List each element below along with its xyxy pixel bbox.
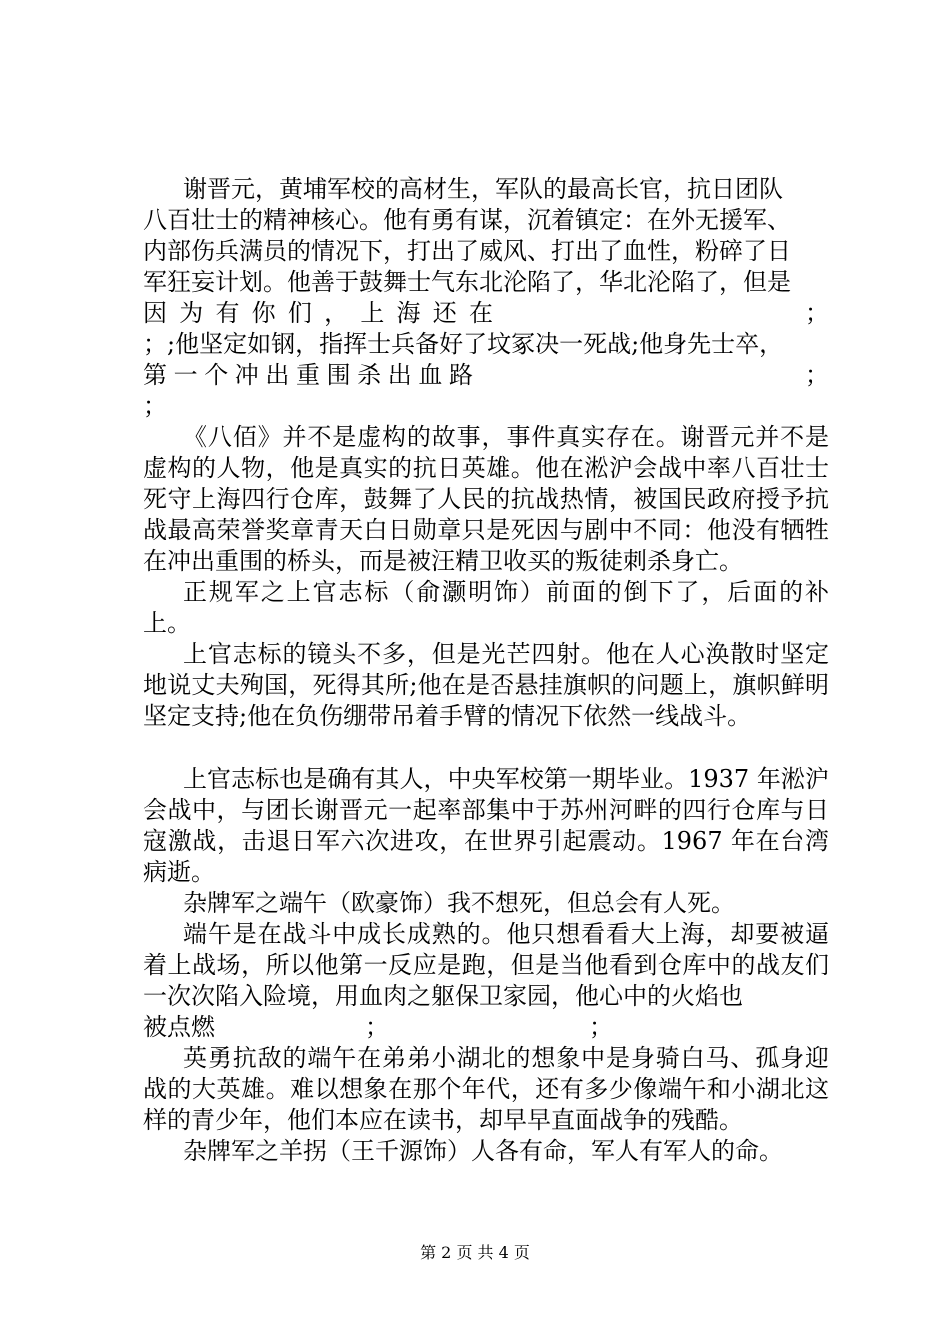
semicolon-3: ； — [365, 1013, 389, 1041]
paragraph-9: 杂牌军之羊拐（王千源饰）人各有命，军人有军人的命。 — [183, 1137, 783, 1165]
document-body — [143, 174, 829, 1167]
spread-char: 个 — [204, 361, 229, 389]
paragraph-1-line-1: 谢晋元，黄埔军校的高材生，军队的最高长官，抗日团队 — [183, 175, 783, 203]
spread-char: 为 — [179, 299, 204, 327]
paragraph-3: 正规军之上官志标（俞灏明饰）前面的倒下了，后面的补上。 — [143, 578, 829, 637]
paragraph-1-line-8: ； — [143, 392, 167, 420]
paragraph-1-line-5 — [143, 298, 829, 329]
spread-char: 有 — [215, 299, 240, 327]
spread-text-2 — [143, 360, 473, 391]
spread-char: 杀 — [357, 361, 382, 389]
spread-char: 冲 — [234, 361, 259, 389]
spread-char: 出 — [387, 361, 412, 389]
spread-char: 们 — [287, 299, 312, 327]
spread-char: ， — [324, 299, 349, 327]
spread-char: 重 — [295, 361, 320, 389]
spread-char: 第 — [143, 361, 167, 389]
spread-char: 出 — [265, 361, 290, 389]
paragraph-1-line-4: 军狂妄计划。他善于鼓舞士气东北沦陷了，华北沦陷了，但是 — [143, 268, 791, 296]
spread-char: 路 — [448, 361, 473, 389]
paragraph-5: 上官志标也是确有其人，中央军校第一期毕业。1937 年淞沪会战中，与团长谢晋元一起率部集中于苏州河畔的四行仓库与日寇激战，击退日军六次进攻，在世界引起震动。1967 年在台湾病逝。 — [143, 765, 829, 886]
paragraph-7-tail-text: 被点燃 — [143, 1013, 215, 1041]
paragraph-2: 《八佰》并不是虚构的故事，事件真实存在。谢晋元并不是虚构的人物，他是真实的抗日英雄。他在淞沪会战中率八百壮士死守上海四行仓库，鼓舞了人民的抗战热情，被国民政府授予抗战最高荣誉奖章青天白日勋章只是死因与剧中不同：他没有牺牲在冲出重围的桥头，而是被汪精卫收买的叛徒刺杀身亡。 — [143, 423, 829, 575]
spread-char: 海 — [396, 299, 421, 327]
spread-char: 你 — [251, 299, 276, 327]
paragraph-1-line-3: 内部伤兵满员的情况下，打出了威风、打出了血性，粉碎了日 — [143, 237, 791, 265]
paragraph-1-line-2: 八百壮士的精神核心。他有勇有谋，沉着镇定：在外无援军、 — [143, 206, 791, 234]
page-footer: 第 2 页 共 4 页 — [420, 1243, 530, 1262]
paragraph-7-last-line — [143, 1012, 829, 1043]
spread-char: 因 — [143, 299, 167, 327]
paragraph-6: 杂牌军之端午（欧豪饰）我不想死，但总会有人死。 — [183, 889, 735, 917]
spread-char: 在 — [468, 299, 493, 327]
paragraph-7: 端午是在战斗中成长成熟的。他只想看看大上海，却要被逼着上战场，所以他第一反应是跑，但是当他看到仓库中的战友们一次次陷入险境，用血肉之躯保卫家园，他心中的火焰也 — [143, 920, 829, 1010]
paragraph-1-line-6: ；;他坚定如钢，指挥士兵备好了坟冢决一死战;他身先士卒， — [143, 330, 784, 358]
paragraph-8: 英勇抗敌的端午在弟弟小湖北的想象中是身骑白马、孤身迎战的大英雄。难以想象在那个年代，还有多少像端午和小湖北这样的青少年，他们本应在读书，却早早直面战争的残酷。 — [143, 1044, 829, 1134]
spread-char: 还 — [432, 299, 457, 327]
spread-char: 上 — [360, 299, 385, 327]
semicolon-4: ； — [589, 1013, 613, 1041]
spread-char: 一 — [173, 361, 198, 389]
paragraph-1-line-7 — [143, 360, 829, 391]
spread-text-1 — [143, 298, 493, 329]
semicolon-2: ； — [805, 361, 829, 389]
paragraph-4: 上官志标的镜头不多，但是光芒四射。他在人心涣散时坚定地说丈夫殉国，死得其所;他在是否悬挂旗帜的问题上，旗帜鲜明坚定支持;他在负伤绷带吊着手臂的情况下依然一线战斗。 — [143, 640, 829, 730]
spread-char: 血 — [418, 361, 443, 389]
spread-char: 围 — [326, 361, 351, 389]
semicolon-1: ； — [805, 299, 829, 327]
